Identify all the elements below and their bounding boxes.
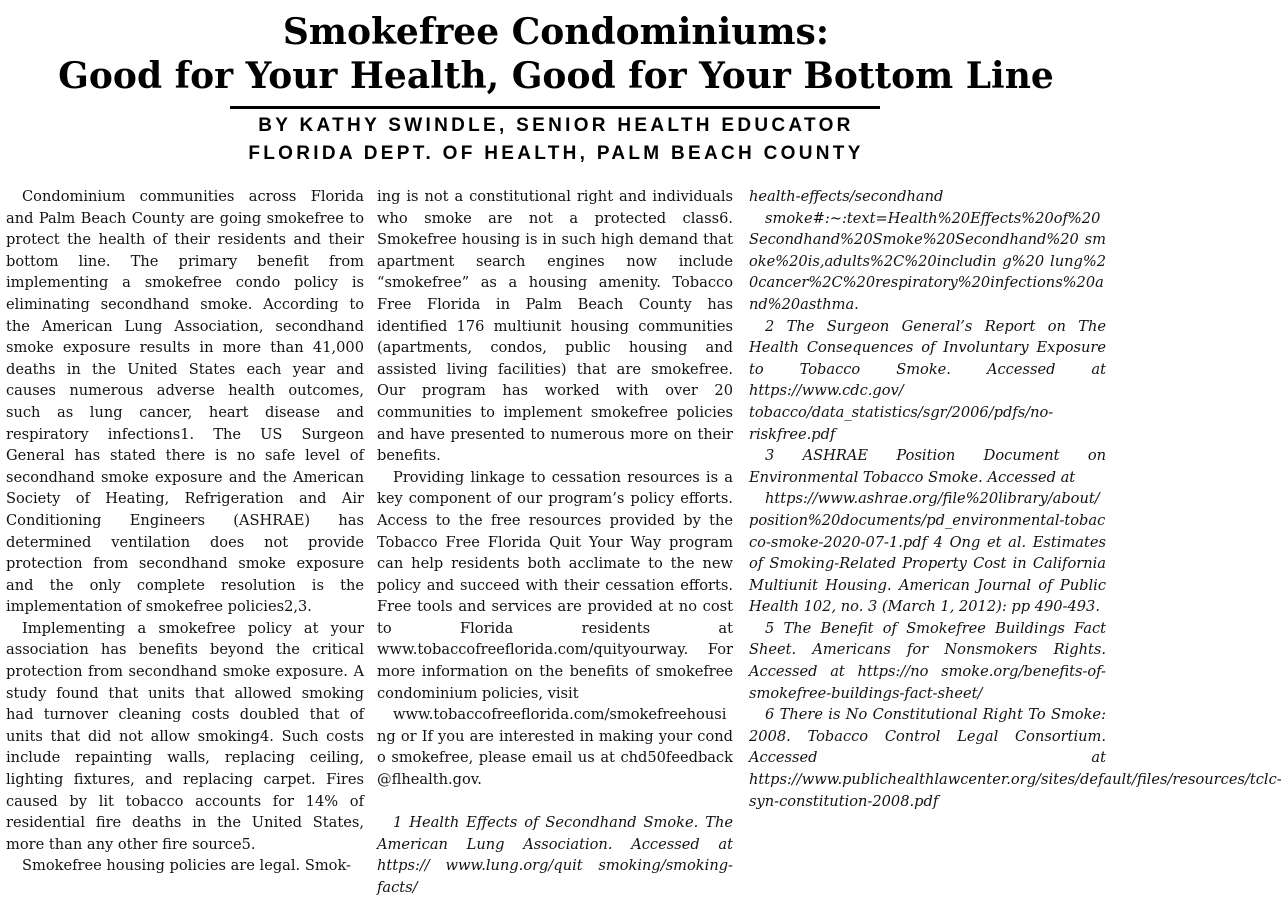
body-paragraph: ing is not a constitutional right and individuals who smoke are not a protected class6. Smokefree housing is in such high demand that apartment search engines now include “smokefree” as a housing amenity. Tobacco Free Florida in Palm Beach County has identified 176 multiunit housing communities (apartments, condos, public housing and assisted living facilities) that are smokefree. Our program has worked with over 20 communities to implement smokefree policies and have presented to numerous more on their benefits. [377,188,733,465]
column-1 [6,186,364,877]
body-paragraph: Condominium communities across Florida and Palm Beach County are going smokefree to protect the health of their residents and their bottom line. The primary benefit from implementing a smokefree condo policy is eliminating secondhand smoke. According to the American Lung Association, secondhand smoke exposure results in more than 41,000 deaths in the United States each year and causes numerous adverse health outcomes, such as lung cancer, heart disease and respiratory infections1. The US Surgeon General has stated there is no safe level of secondhand smoke exposure and the American Society of Heating, Refrigeration and Air Conditioning Engineers (ASHRAE) has determined ventilation does not provide protection from secondhand smoke exposure and the only complete resolution is the implementation of smokefree policies2,3. [6,188,364,616]
byline-organization: FLORIDA DEPT. OF HEALTH, PALM BEACH COUNTY [248,143,864,164]
article-title-line-1: Smokefree Condominiums: [282,11,830,53]
footnote: https://www.ashrae.org/file%20library/about/ position%20documents/pd_environmental-tobacco-smoke-2020-07-1.pdf 4 Ong et al. Estimates of Smoking-Related Property Cost in California Multiunit Housing. American Journal of Public Health 102, no. 3 (March 1, 2012): pp 490-493. [749,490,1106,616]
footnote: health-effects/secondhand [749,188,944,205]
footnote: smoke#:~:text=Health%20Effects%20of%20 Secondhand%20Smoke%20Secondhand%20 smoke%20is,adults%2C%20includin g%20 lung%20cancer%2C%20respiratory%20infections%20and%20asthma. [749,209,1106,313]
body-paragraph: www.tobaccofreeflorida.com/smokefreehousing or If you are interested in making your condo smokefree, please email us at chd50feedback@flhealth.gov. [377,706,733,789]
footnote: 5 The Benefit of Smokefree Buildings Fact Sheet. Americans for Nonsmokers Rights. Accessed at https://no smoke.org/benefits-of-smokefree-buildings-fact-sheet/ [749,619,1106,702]
article-title-line-2: Good for Your Health, Good for Your Bottom Line [58,55,1054,97]
body-paragraph: Implementing a smokefree policy at your association has benefits beyond the critical protection from secondhand smoke exposure. A study found that units that allowed smoking had turnover cleaning costs doubled that of units that did not allow smoking4. Such costs include repainting walls, replacing ceiling, lighting fixtures, and replacing carpet. Fires caused by lit tobacco accounts for 14% of residential fire deaths in the United States, more than any other fire source5. [6,619,364,853]
column-3 [749,186,1282,812]
footnote: 6 There is No Constitutional Right To Smoke: 2008. Tobacco Control Legal Consortium. Accessed at https://www.publichealthlawcenter.org/sites/default/files/resources/tclc-syn-constitution-2008.pdf [749,706,1282,810]
footnote: 2 The Surgeon General’s Report on The Health Consequences of Involuntary Exposure to Tobacco Smoke. Accessed at https://www.cdc.gov/ tobacco/data_statistics/sgr/2006/pdfs/no-riskfree.pdf [749,317,1106,443]
byline-author: BY KATHY SWINDLE, SENIOR HEALTH EDUCATOR [258,115,854,136]
title-divider [230,106,880,109]
column-2 [377,186,733,899]
footnote: 3 ASHRAE Position Document on Environmental Tobacco Smoke. Accessed at [749,447,1106,486]
body-paragraph: Providing linkage to cessation resources is a key component of our program’s policy efforts. Access to the free resources provided by the Tobacco Free Florida Quit Your Way program can help residents both acclimate to the new policy and succeed with their cessation efforts. Free tools and services are provided at no cost to Florida residents at www.tobaccofreeflorida.com/quityourway. For more information on the benefits of smokefree condominium policies, visit [377,468,733,702]
body-paragraph: Smokefree housing policies are legal. Smok- [22,857,351,875]
footnote: 1 Health Effects of Secondhand Smoke. The American Lung Association. Accessed at https:// www.lung.org/quit smoking/smoking-facts/ [377,814,733,896]
